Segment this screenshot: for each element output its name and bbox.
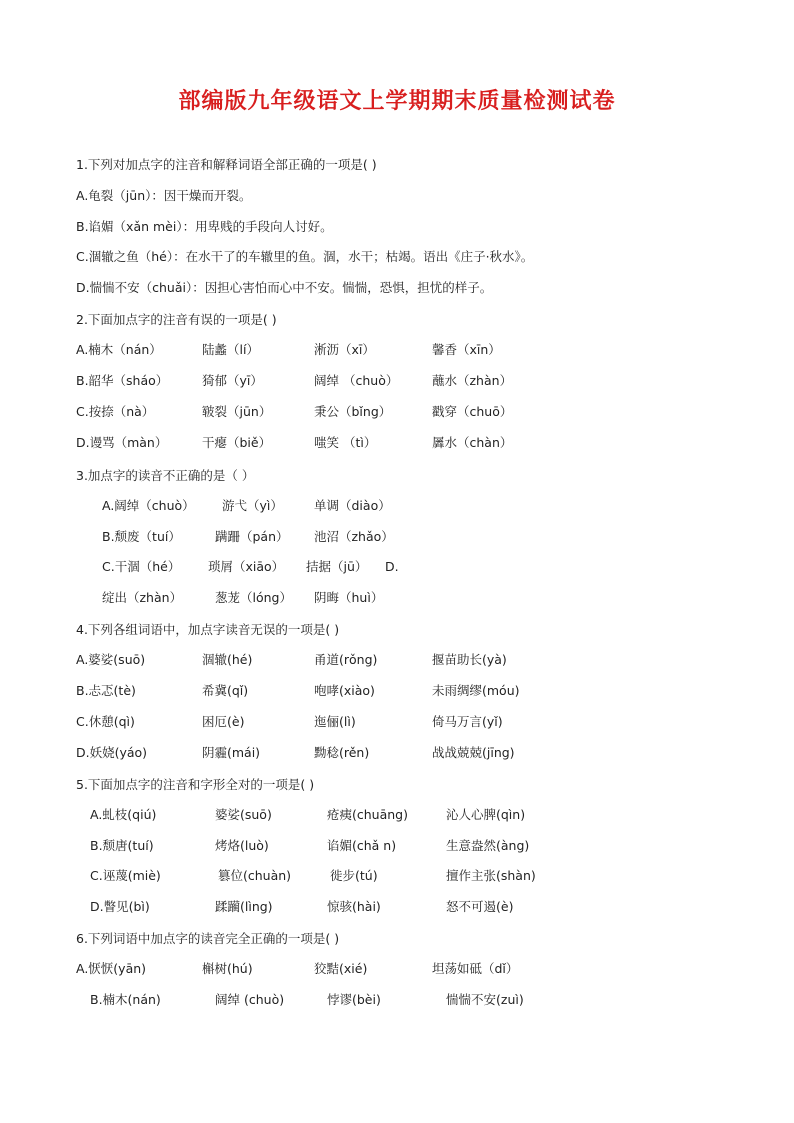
option-item: 淅沥（xī） — [314, 342, 375, 357]
q1-option-b: B.谄媚（xǎn mèi）：用卑贱的手段向人讨好。 — [76, 219, 333, 234]
option-item: 疮痍(chuāng) — [327, 807, 408, 822]
option-item: 池沼（zhǎo） — [314, 529, 394, 544]
q4-stem: 4.下列各组词语中，加点字读音无误的一项是( ) — [76, 622, 340, 637]
option-item: 猗郁（yī） — [202, 373, 263, 388]
option-item: 皲裂（jūn） — [202, 404, 272, 419]
option-item: A.阔绰（chuò） — [102, 498, 195, 513]
q5-stem: 5.下面加点字的注音和字形全对的一项是( ) — [76, 777, 315, 792]
option-item: 生意盎然(àng) — [446, 838, 530, 853]
option-item: 拮据（jū） — [306, 559, 368, 574]
option-item: 蹂躏(lìng) — [215, 899, 273, 914]
option-item: 羼水（chàn） — [432, 435, 513, 450]
option-item: 涸辙(hé) — [202, 652, 253, 667]
option-item: 沁人心脾(qìn) — [446, 807, 526, 822]
option-item: B.忐忑(tè) — [76, 683, 136, 698]
option-item: B.韶华（sháo） — [76, 373, 169, 388]
option-item: 甬道(rǒng) — [314, 652, 378, 667]
option-item: 篡位(chuàn) — [218, 868, 292, 883]
option-item: 黝稔(rěn) — [314, 745, 370, 760]
option-item: 馨香（xīn） — [432, 342, 501, 357]
option-item: D. — [385, 559, 399, 574]
option-item: 游弋（yì） — [222, 498, 283, 513]
option-item: 惴惴不安(zuì) — [446, 992, 524, 1007]
option-item: 悖谬(bèi) — [327, 992, 381, 1007]
page-title: 部编版九年级语文上学期期末质量检测试卷 — [178, 88, 616, 114]
option-item: 烤烙(luò) — [215, 838, 269, 853]
option-item: C.休憩(qì) — [76, 714, 135, 729]
option-item: 坦荡如砥（dǐ） — [432, 961, 519, 976]
option-item: 槲树(hú) — [202, 961, 253, 976]
option-item: 擅作主张(shàn) — [446, 868, 536, 883]
option-item: 未雨绸缪(móu) — [432, 683, 520, 698]
option-item: 战战兢兢(jīng) — [432, 745, 515, 760]
option-item: 阴晦（huì） — [314, 590, 384, 605]
option-item: D.妖娆(yáo) — [76, 745, 148, 760]
q1-option-c: C.涸辙之鱼（hé）：在水干了的车辙里的鱼。涸，水干；枯竭。语出《庄子·秋水》。 — [76, 249, 534, 264]
option-item: 谄媚(chǎ n) — [327, 838, 397, 853]
option-item: 陆蠡（lí） — [202, 342, 259, 357]
option-item: 蘸水（zhàn） — [432, 373, 513, 388]
option-item: 葱茏（lóng） — [215, 590, 292, 605]
option-item: 绽出（zhàn） — [102, 590, 183, 605]
option-item: 徙步(tú) — [330, 868, 378, 883]
q6-stem: 6.下列词语中加点字的读音完全正确的一项是( ) — [76, 931, 340, 946]
option-item: 咆哮(xiào) — [314, 683, 375, 698]
q1-option-d: D.惴惴不安（chuǎi）：因担心害怕而心中不安。惴惴，恐惧，担忧的样子。 — [76, 280, 493, 295]
option-item: A.楠木（nán） — [76, 342, 162, 357]
option-item: 蹒跚（pán） — [215, 529, 289, 544]
option-item: D.瞥见(bì) — [90, 899, 150, 914]
option-item: 惊骇(hài) — [327, 899, 381, 914]
q3-stem: 3.加点字的读音不正确的是（ ） — [76, 468, 255, 483]
option-item: A.恹恹(yān) — [76, 961, 147, 976]
q1-option-a: A.龟裂（jūn）：因干燥而开裂。 — [76, 188, 252, 203]
option-item: A.婆娑(suō) — [76, 652, 146, 667]
option-item: 倚马万言(yǐ) — [432, 714, 503, 729]
option-item: 戳穿（chuō） — [432, 404, 513, 419]
option-item: 嗤笑 （tì） — [314, 435, 377, 450]
option-item: 单调（diào） — [314, 498, 391, 513]
option-item: B.楠木(nán) — [90, 992, 161, 1007]
option-item: B.颓唐(tuí) — [90, 838, 154, 853]
option-item: 琐屑（xiāo） — [208, 559, 285, 574]
option-item: D.谩骂（màn） — [76, 435, 168, 450]
option-item: C.按捺（nà） — [76, 404, 155, 419]
option-item: 希冀(qǐ) — [202, 683, 249, 698]
option-item: 阔绰 (chuò) — [215, 992, 285, 1007]
option-item: B.颓废（tuí） — [102, 529, 181, 544]
q1-stem: 1.下列对加点字的注音和解释词语全部正确的一项是( ) — [76, 157, 377, 172]
option-item: C.诬蔑(miè) — [90, 868, 161, 883]
option-item: 困厄(è) — [202, 714, 245, 729]
option-item: 怒不可遏(è) — [446, 899, 514, 914]
option-item: 揠苗助长(yà) — [432, 652, 507, 667]
option-item: 婆娑(suō) — [215, 807, 272, 822]
option-item: 秉公（bǐng） — [314, 404, 392, 419]
option-item: 迤俪(lì) — [314, 714, 356, 729]
option-item: 干瘪（biě） — [202, 435, 272, 450]
option-item: A.虬枝(qiú) — [90, 807, 157, 822]
option-item: C.干涸（hé） — [102, 559, 181, 574]
option-item: 阴霾(mái) — [202, 745, 261, 760]
option-item: 阔绰 （chuò） — [314, 373, 399, 388]
q2-stem: 2.下面加点字的注音有误的一项是( ) — [76, 312, 277, 327]
option-item: 狡黠(xié) — [314, 961, 368, 976]
